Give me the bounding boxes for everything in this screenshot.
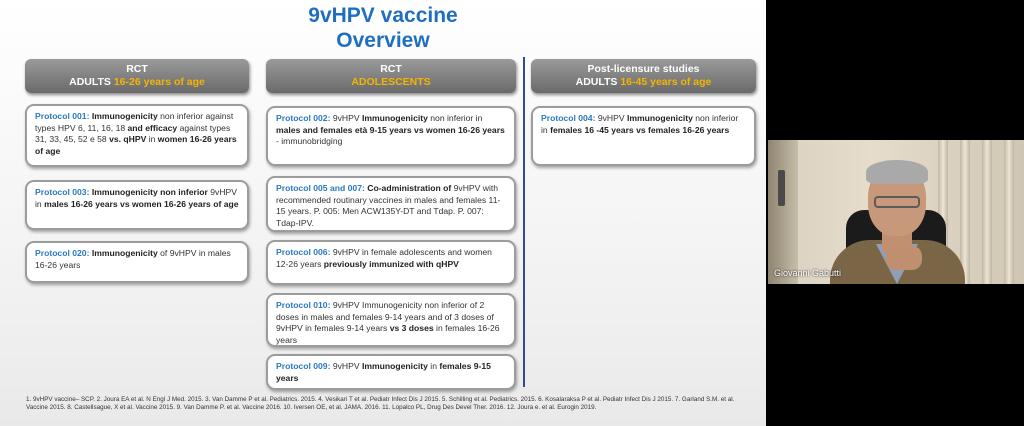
protocol-010-box: Protocol 010: 9vHPV Immunogenicity non inferior of 2 doses in males and females 9-14 years and of 3 doses of 9vHPV in females 9-14 years vs 3 doses in females 16-26 years — [266, 293, 516, 347]
participant-video-tile[interactable] — [768, 140, 1024, 284]
column-header-rct-adolescents: RCT ADOLESCENTS — [266, 59, 516, 93]
background-door — [768, 140, 798, 284]
glasses-icon — [874, 196, 920, 208]
slide-subtitle: Overview — [336, 29, 430, 52]
protocol-020-box: Protocol 020: Immunogenicity of 9vHPV in males 16-26 years — [25, 241, 249, 283]
protocol-009-box: Protocol 009: 9vHPV Immunogenicity in females 9-15 years — [266, 354, 516, 390]
protocol-001-box: Protocol 001: Immunogenicity non inferior against types HPV 6, 11, 16, 18 and efficacy against types 31, 33, 45, 52 e 58 vs. qHPV in women 16-26 years of age — [25, 104, 249, 167]
participant-name-label: Giovanni Gabutti — [774, 268, 842, 278]
column-header-post-licensure: Post-licensure studies ADULTS 16-45 years of age — [531, 59, 756, 93]
protocol-002-box: Protocol 002: 9vHPV Immunogenicity non inferior in males and females età 9-15 years vs women 16-26 years - immunobridging — [266, 106, 516, 166]
column-divider — [523, 57, 525, 387]
slide-title: 9vHPV vaccine — [308, 4, 458, 27]
references-footnote: 1. 9vHPV vaccine– SCP. 2. Joura EA et al. N Engl J Med. 2015. 3. Van Damme P et al. Pediatrics. 2015. 4. Vesikari T et al. Pediatr Infect Dis J 2015. 5. Schilling et al. Pediatrics. 2015. 6. Kosalaraksa P et al. Pediatr Infect Dis J 2015. 7. Garland S.M. et al. Vaccine 2015. 8. Castellsague, X et al. Vaccine 2015. 9. Van Damme P. et al. Vaccine 2016. 10. Iversen OE, et al. JAMA. 2016. 11. Lopalco PL, Drug Des Devel Ther. 2016. 12. Joura e. et al. Eurogin 2019. — [26, 396, 735, 411]
protocol-003-box: Protocol 003: Immunogenicity non inferior 9vHPV in males 16-26 years vs women 16-26 years of age — [25, 180, 249, 230]
protocol-005-007-box: Protocol 005 and 007: Co-administration of 9vHPV with recommended routinary vaccines in males and females 11-15 years. P. 005: Men ACW135Y-DT and Tdap. P. 007: Tdap-IPV. — [266, 176, 516, 232]
column-header-rct-adults: RCT ADULTS 16-26 years of age — [25, 59, 249, 93]
protocol-006-box: Protocol 006: 9vHPV in female adolescents and women 12-26 years previously immunized with qHPV — [266, 240, 516, 285]
protocol-004-box: Protocol 004: 9vHPV Immunogenicity non inferior in females 16 -45 years vs females 16-26 years — [531, 106, 756, 166]
